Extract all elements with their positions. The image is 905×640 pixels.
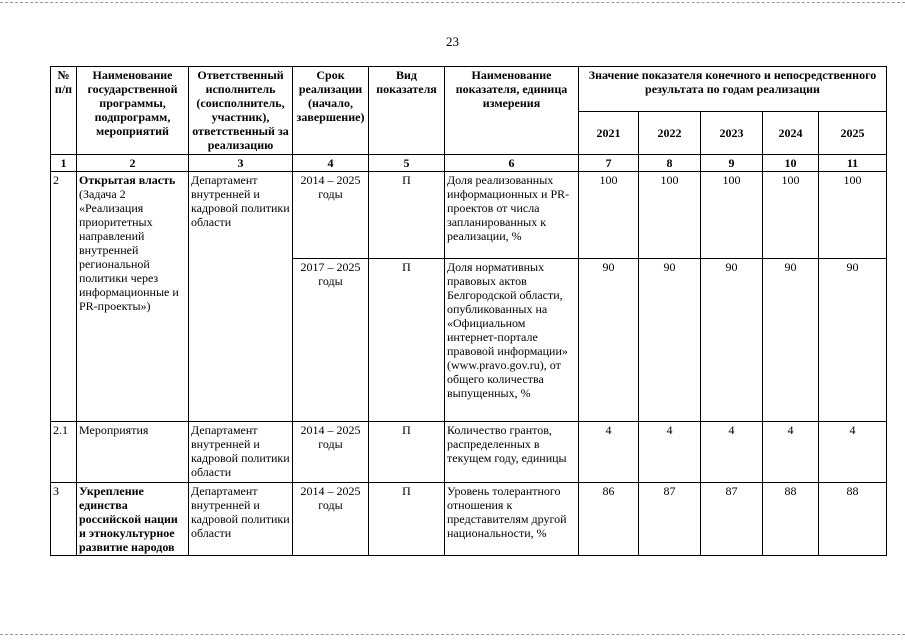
row-program-name: Укрепление единства российской нации и этнокультурное развитие народов: [77, 483, 189, 556]
table-row: [51, 172, 887, 259]
column-number: 6: [445, 155, 579, 172]
row-value: 4: [701, 422, 763, 483]
row-program-name: [77, 172, 189, 422]
row-value: 90: [763, 259, 819, 422]
row-value: 90: [639, 259, 701, 422]
row-value: 90: [579, 259, 639, 422]
row-value: 90: [819, 259, 887, 422]
indicators-table: [50, 66, 887, 556]
header-executor: Ответственный исполнитель (соисполнитель, участник), ответственный за реализацию: [189, 67, 293, 155]
column-number: 7: [579, 155, 639, 172]
header-indicator-name: Наименование показателя, единица измерения: [445, 67, 579, 155]
row-value: 88: [819, 483, 887, 556]
column-number: 9: [701, 155, 763, 172]
row-indicator-type: П: [369, 172, 445, 259]
row-value: 87: [639, 483, 701, 556]
header-term: Срок реализации (начало, завершение): [293, 67, 369, 155]
row-value: 90: [701, 259, 763, 422]
row-indicator-name: Доля реализованных информационных и PR-проектов от числа запланированных к реализации, %: [445, 172, 579, 259]
row-indicator-name: Уровень толерантного отношения к представителям другой национальности, %: [445, 483, 579, 556]
scan-edge-top: [0, 2, 905, 3]
header-values-group: Значение показателя конечного и непосредственного результата по годам реализации: [579, 67, 887, 112]
row-term: 2014 – 2025 годы: [293, 483, 369, 556]
row-value: 100: [579, 172, 639, 259]
row-term: 2014 – 2025 годы: [293, 422, 369, 483]
row-indicator-type: П: [369, 483, 445, 556]
row-term: 2017 – 2025 годы: [293, 259, 369, 422]
column-number: 1: [51, 155, 77, 172]
header-year: 2024: [763, 112, 819, 155]
header-year: 2022: [639, 112, 701, 155]
row-value: 100: [639, 172, 701, 259]
row-num: 2.1: [51, 422, 77, 483]
row-executor: Департамент внутренней и кадровой политики области: [189, 172, 293, 422]
column-number: 3: [189, 155, 293, 172]
header-year: 2025: [819, 112, 887, 155]
row-value: 4: [579, 422, 639, 483]
row-num: 2: [51, 172, 77, 422]
header-indicator-type: Вид показателя: [369, 67, 445, 155]
row-program-name: Мероприятия: [77, 422, 189, 483]
header-num: № п/п: [51, 67, 77, 155]
row-value: 4: [819, 422, 887, 483]
header-program-name: Наименование государственной программы, подпрограмм, мероприятий: [77, 67, 189, 155]
row-indicator-type: П: [369, 422, 445, 483]
column-number: 8: [639, 155, 701, 172]
header-year: 2023: [701, 112, 763, 155]
row-num: 3: [51, 483, 77, 556]
row-value: 100: [819, 172, 887, 259]
row-value: 88: [763, 483, 819, 556]
column-number: 11: [819, 155, 887, 172]
row-indicator-type: П: [369, 259, 445, 422]
row-value: 100: [701, 172, 763, 259]
table-row: [51, 422, 887, 483]
column-number: 4: [293, 155, 369, 172]
row-executor: Департамент внутренней и кадровой политики области: [189, 422, 293, 483]
column-number: 5: [369, 155, 445, 172]
row-executor: Департамент внутренней и кадровой политики области: [189, 483, 293, 556]
row-value: 4: [763, 422, 819, 483]
program-title: Открытая власть: [79, 173, 176, 187]
row-value: 87: [701, 483, 763, 556]
row-value: 100: [763, 172, 819, 259]
program-description: (Задача 2 «Реализация приоритетных направлений внутренней региональной политики через информационные и PR-проекты»): [79, 187, 179, 313]
page-number: 23: [446, 34, 459, 49]
column-number: 2: [77, 155, 189, 172]
row-term: 2014 – 2025 годы: [293, 172, 369, 259]
column-number: 10: [763, 155, 819, 172]
row-value: 86: [579, 483, 639, 556]
header-year: 2021: [579, 112, 639, 155]
row-indicator-name: Доля нормативных правовых актов Белгородской области, опубликованных на «Официальном интернет-портале правовой информации» (www.pravo.gov.ru), от общего количества выпущенных, %: [445, 259, 579, 422]
row-value: 4: [639, 422, 701, 483]
table-row: [51, 483, 887, 556]
scan-edge-bottom: [0, 634, 905, 635]
row-indicator-name: Количество грантов, распределенных в текущем году, единицы: [445, 422, 579, 483]
